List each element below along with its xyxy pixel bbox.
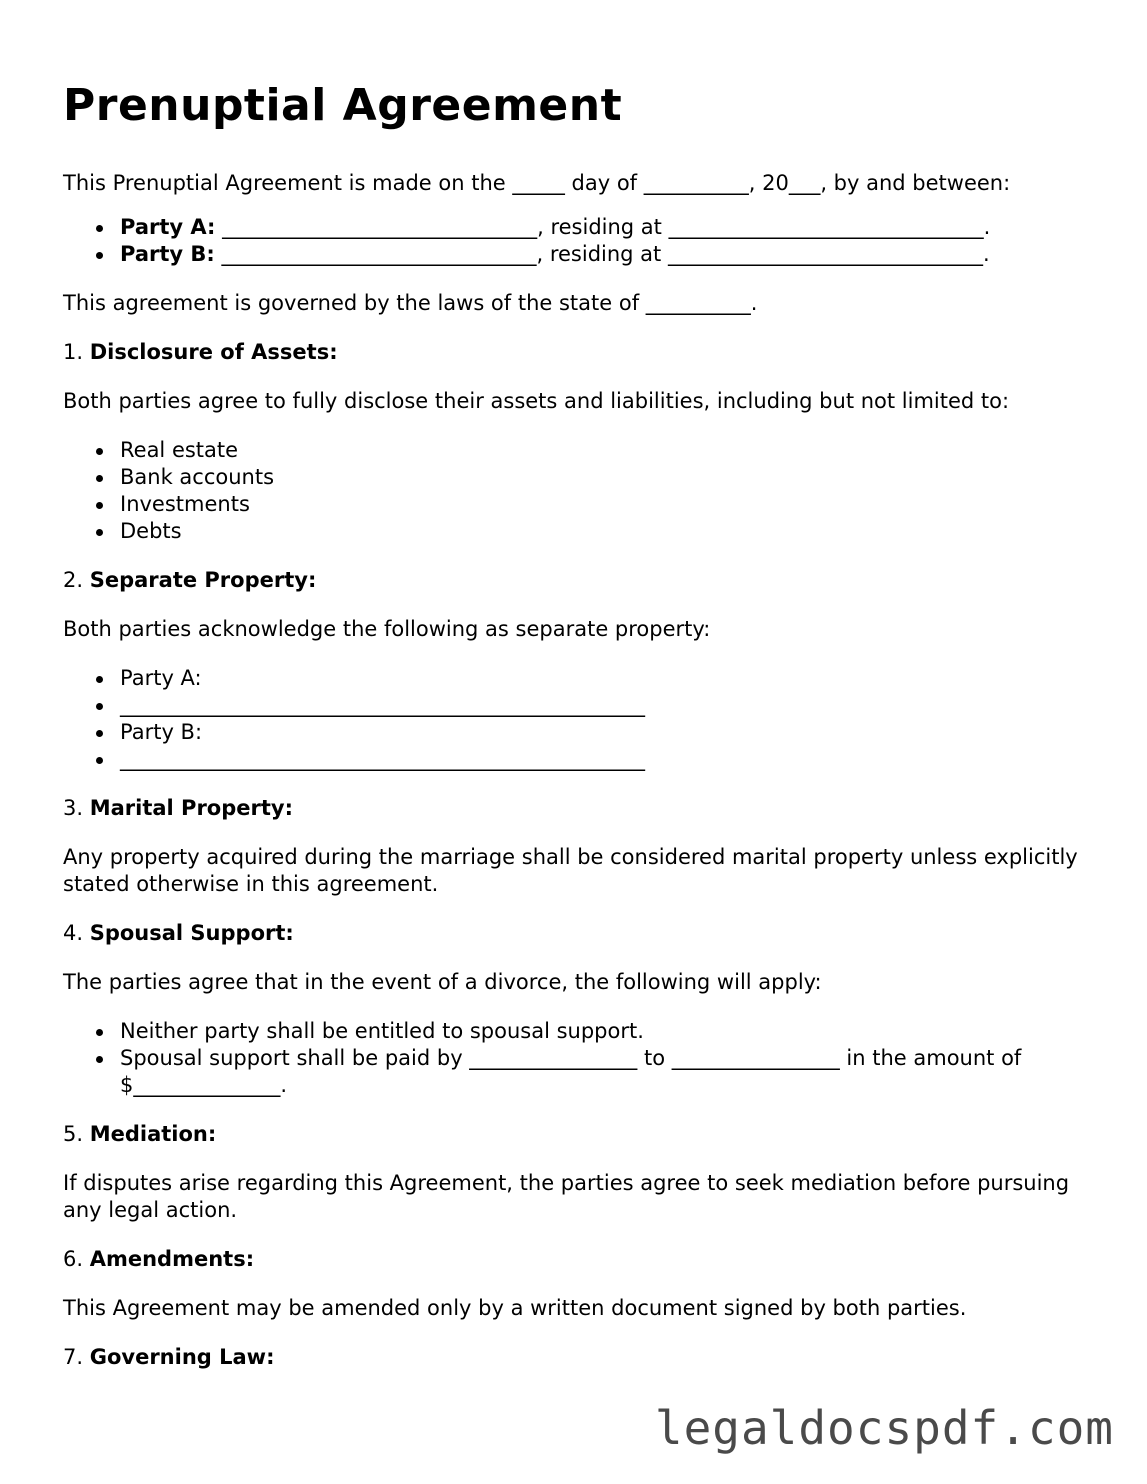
party-a-label: Party A: — [120, 215, 216, 239]
section-2-heading — [63, 567, 1093, 594]
section-1-title: Disclosure of Assets: — [89, 340, 338, 364]
list-item: Party A: — [120, 665, 1093, 692]
party-a-item — [120, 214, 1093, 241]
section-6-body: This Agreement may be amended only by a written document signed by both parties. — [63, 1296, 967, 1320]
section-1-number: 1. — [63, 340, 90, 364]
list-item: Investments — [120, 491, 1093, 518]
parties-list — [63, 214, 1093, 268]
party-a-text: ______________________________, residing at ______________________________. — [215, 215, 991, 239]
document-title: Prenuptial Agreement — [63, 80, 623, 131]
section-3-body: Any property acquired during the marriage shall be considered marital property unless explicitly stated otherwise in this agreement. — [63, 845, 1078, 896]
section-6-number: 6. — [63, 1247, 90, 1271]
section-4-number: 4. — [63, 921, 90, 945]
section-4-body: The parties agree that in the event of a divorce, the following will apply: — [63, 970, 822, 994]
section-7-heading — [63, 1344, 1093, 1371]
section-5-number: 5. — [63, 1122, 90, 1146]
section-5-heading — [63, 1121, 1093, 1148]
section-1-body: Both parties agree to fully disclose their assets and liabilities, including but not limited to: — [63, 389, 1010, 413]
section-2-list — [63, 665, 1093, 773]
list-item: __________________________________________________ — [120, 692, 1093, 719]
section-5-body: If disputes arise regarding this Agreement, the parties agree to seek mediation before pursuing any legal action. — [63, 1171, 1070, 1222]
section-4-list — [63, 1018, 1093, 1099]
section-2-body: Both parties acknowledge the following as separate property: — [63, 617, 711, 641]
section-1-list — [63, 437, 1093, 545]
list-item: Spousal support shall be paid by ________________ to ________________ in the amount of $______________. — [120, 1045, 1093, 1099]
list-item: Bank accounts — [120, 464, 1093, 491]
party-b-label: Party B: — [120, 242, 215, 266]
section-5-title: Mediation: — [89, 1122, 217, 1146]
section-3-heading — [63, 795, 1093, 822]
section-4-title: Spousal Support: — [89, 921, 294, 945]
watermark: legaldocspdf.com — [654, 1401, 1114, 1455]
party-b-text: ______________________________, residing at ______________________________. — [214, 242, 990, 266]
section-3-title: Marital Property: — [89, 796, 293, 820]
list-item: Real estate — [120, 437, 1093, 464]
list-item: Debts — [120, 518, 1093, 545]
intro-paragraph: This Prenuptial Agreement is made on the _____ day of __________, 20___, by and between: — [63, 171, 1011, 195]
list-item: Party B: — [120, 719, 1093, 746]
party-b-item — [120, 241, 1093, 268]
section-2-title: Separate Property: — [89, 568, 317, 592]
list-item: Neither party shall be entitled to spousal support. — [120, 1018, 1093, 1045]
section-2-number: 2. — [63, 568, 90, 592]
section-4-heading — [63, 920, 1093, 947]
section-7-title: Governing Law: — [89, 1345, 275, 1369]
section-1-heading — [63, 339, 1093, 366]
document-page — [63, 78, 1093, 1393]
section-3-number: 3. — [63, 796, 90, 820]
list-item: __________________________________________________ — [120, 746, 1093, 773]
governing-state-paragraph: This agreement is governed by the laws of the state of __________. — [63, 291, 758, 315]
section-7-number: 7. — [63, 1345, 90, 1369]
section-6-heading — [63, 1246, 1093, 1273]
section-6-title: Amendments: — [89, 1247, 255, 1271]
